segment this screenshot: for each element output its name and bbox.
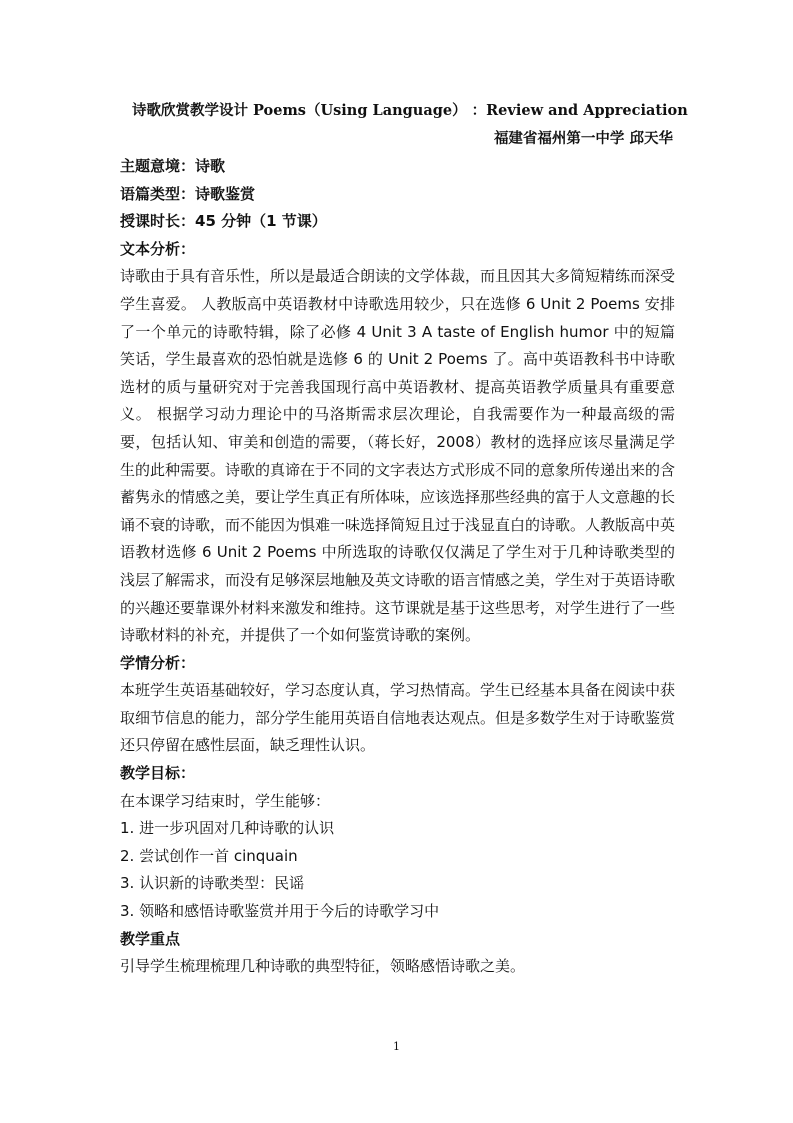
objectives-intro: 在本课学习结束时，学生能够：: [120, 791, 331, 810]
author-line: 福建省福州第一中学 邱天华: [493, 130, 673, 147]
objective-item: 3. 认识新的诗歌类型：民谣: [120, 874, 305, 893]
document-body: [120, 153, 675, 981]
duration-line: 授课时长：45 分钟（1 节课）: [120, 212, 327, 231]
genre-line: 语篇类型：诗歌鉴赏: [120, 184, 256, 203]
key-points-paragraph: 引导学生梳理梳理几种诗歌的典型特征，领略感悟诗歌之美。: [120, 957, 526, 976]
objective-item: 3. 领略和感悟诗歌鉴赏并用于今后的诗歌学习中: [120, 902, 440, 921]
page-number: 1: [393, 1040, 400, 1053]
objectives-heading: 教学目标：: [120, 764, 196, 783]
key-points-heading: 教学重点: [120, 929, 181, 948]
student-analysis-paragraph: 本班学生英语基础较好，学习态度认真，学习热情高。学生已经基本具备在阅读中获取细节信息的能力，部分学生能用英语自信地表达观点。但是多数学生对于诗歌鉴赏还只停留在感性层面，缺乏理性认识。: [120, 681, 676, 755]
document-title: 诗歌欣赏教学设计 Poems（Using Language） ：Review and Appreciation: [132, 102, 688, 119]
text-analysis-heading: 文本分析：: [120, 239, 196, 258]
student-analysis-heading: 学情分析：: [120, 653, 196, 672]
objective-item: 2. 尝试创作一首 cinquain: [120, 846, 298, 865]
theme-line: 主题意境：诗歌: [120, 157, 226, 175]
objective-item: 1. 进一步巩固对几种诗歌的认识: [120, 819, 335, 838]
text-analysis-paragraph: 诗歌由于具有音乐性，所以是最适合朗读的文学体裁，而且因其大多简短精练而深受学生喜爱。 人教版高中英语教材中诗歌选用较少，只在选修 6 Unit 2 Poems 安排了一个单元的诗歌特辑，除了必修 4 Unit 3 A taste of English humor 中的短篇笑话，学生最喜欢的恐怕就是选修 6 的 Unit 2 Poems 了。高中英语教科书中诗歌选材的质与量研究对于完善我国现行高中英语教材、提高英语教学质量具有重要意义。 根据学习动力理论中的马洛斯需求层次理论，自我需要作为一种最高级的需要，包括认知、审美和创造的需要，（蒋长好，2008）教材的选择应该尽量满足学生的此种需要。诗歌的真谛在于不同的文字表达方式形成不同的意象所传递出来的含蓄隽永的情感之美，要让学生真正有所体味，应该选择那些经典的富于人文意趣的长诵不衰的诗歌，而不能因为惧难一味选择简短且过于浅显直白的诗歌。人教版高中英语教材选修 6 Unit 2 Poems 中所选取的诗歌仅仅满足了学生对于几种诗歌类型的浅层了解需求，而没有足够深层地触及英文诗歌的语言情感之美，学生对于英语诗歌的兴趣还要靠课外材料来激发和维持。这节课就是基于这些思考，对学生进行了一些诗歌材料的补充，并提供了一个如何鉴赏诗歌的案例。: [120, 267, 676, 645]
